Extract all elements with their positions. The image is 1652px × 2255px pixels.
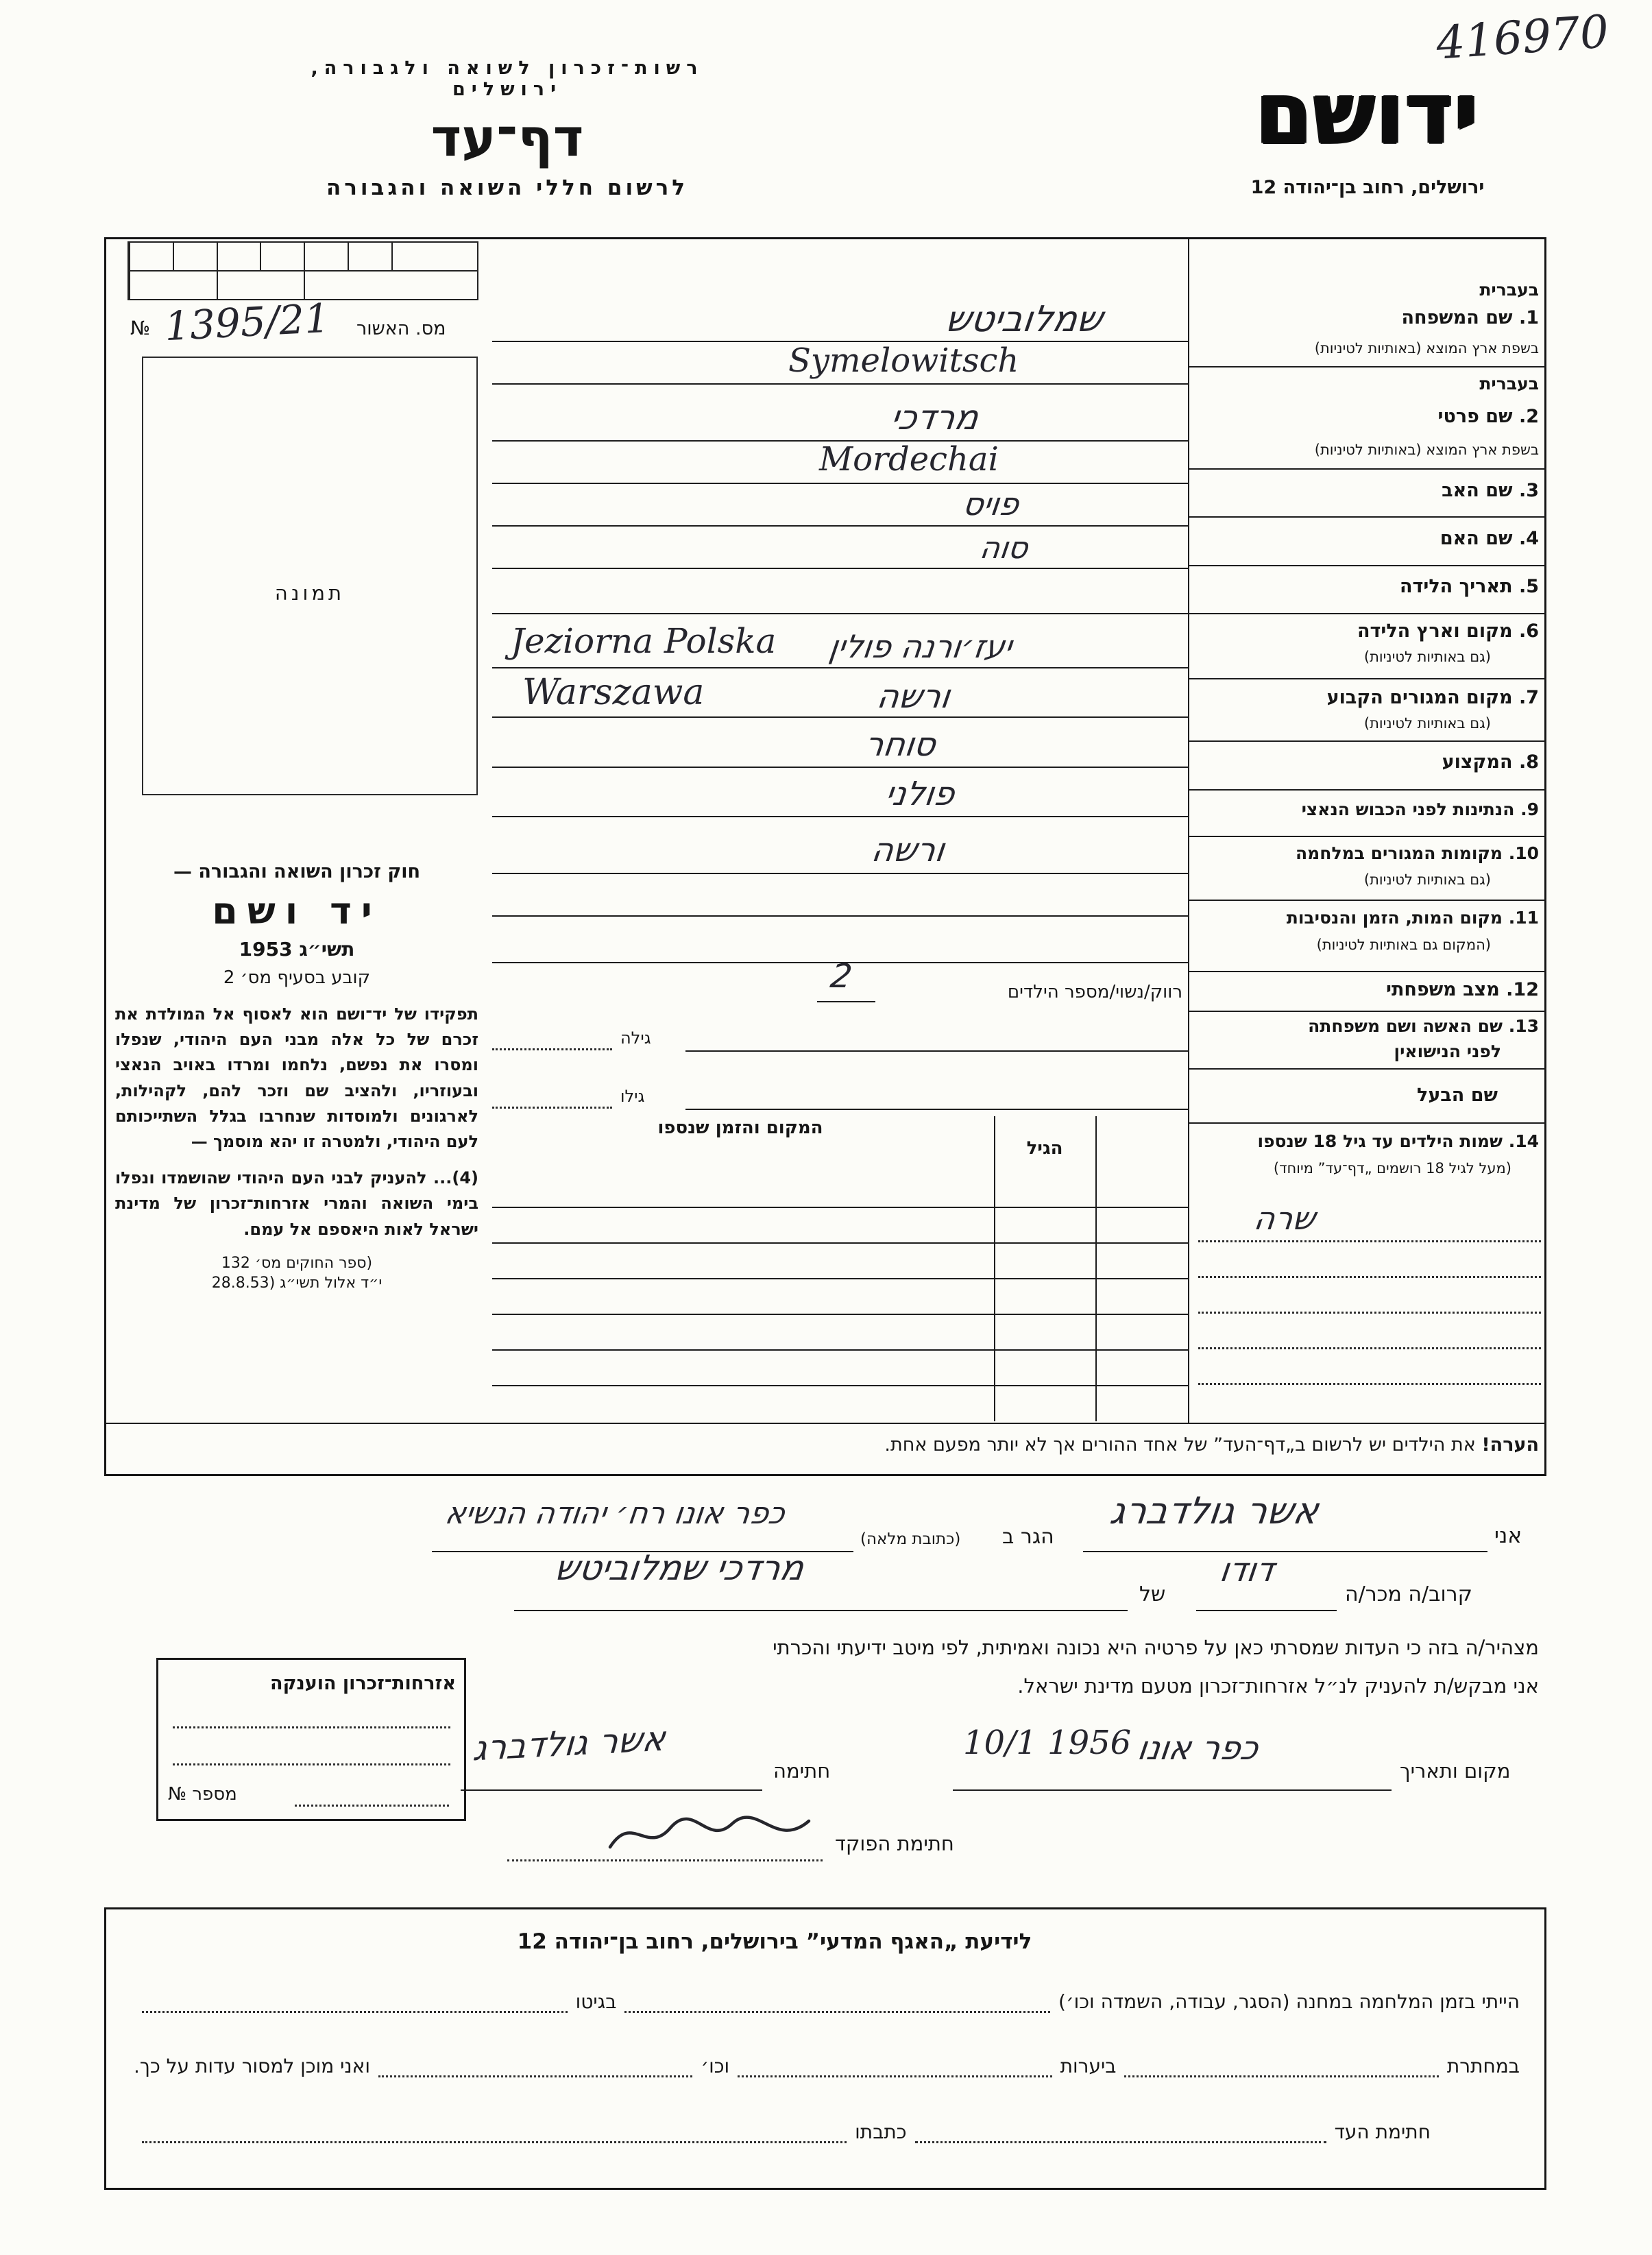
clerk-signature-dotted-line bbox=[507, 1859, 823, 1861]
entry-citizenship: פולני bbox=[883, 775, 958, 813]
field6-label bbox=[1196, 620, 1539, 642]
row-separator bbox=[1189, 565, 1546, 566]
field5-label bbox=[1196, 576, 1539, 598]
write-in-line bbox=[492, 716, 1188, 718]
field13-label-line2: לפני הנישואין bbox=[1394, 1041, 1501, 1061]
children-table-vline bbox=[1095, 1116, 1097, 1421]
relation-value-handwritten: דודו bbox=[1217, 1551, 1277, 1589]
ghetto-label: בגיטו bbox=[575, 1990, 617, 2013]
scientific-dept-title: לידיעת „האגף המדעי” בירושלים, רחוב בן־יהודה 12 bbox=[517, 1929, 1032, 1954]
form-title: דף־עד bbox=[430, 107, 584, 168]
row-separator bbox=[1189, 516, 1546, 518]
write-in-line bbox=[492, 873, 1188, 874]
relation-label: קרוב/ה מכר/ה bbox=[1345, 1582, 1472, 1606]
approval-number-sign: № bbox=[130, 317, 151, 339]
field2-label-text: שם פרטי bbox=[1437, 406, 1513, 427]
field14-label bbox=[1196, 1131, 1539, 1152]
field10-label bbox=[1196, 843, 1539, 864]
entry-residence-latin: Warszawa bbox=[522, 672, 705, 713]
write-in-line bbox=[492, 816, 1188, 817]
children-row-line bbox=[492, 1242, 1188, 1244]
memorial-citizenship-title: אזרחות־זכרון הוענקה bbox=[270, 1673, 456, 1694]
signature-underline bbox=[461, 1789, 762, 1791]
field2-hebrew-label: בעברית bbox=[1479, 374, 1539, 394]
field7-label-text: מקום המגורים הקבוע bbox=[1326, 687, 1513, 708]
his-age-dotted-line bbox=[492, 1107, 612, 1109]
grid-cell bbox=[391, 272, 478, 299]
approval-number-label: מס. האשור bbox=[356, 318, 446, 339]
his-age-label: גילו bbox=[620, 1087, 645, 1106]
entry-family-name-latin: Symelowitsch bbox=[788, 341, 1019, 380]
field14-number: 14. bbox=[1508, 1131, 1539, 1151]
field14-sublabel: (מעל לגיל 18 רושמים „דף־עד” מיוחד) bbox=[1273, 1160, 1511, 1177]
her-age-dotted-line bbox=[492, 1048, 612, 1050]
field3-label-text: שם האב bbox=[1442, 480, 1513, 501]
photo-box bbox=[142, 357, 478, 795]
citizenship-dotted-line bbox=[173, 1763, 450, 1765]
note-separator-line bbox=[106, 1423, 1546, 1424]
row-separator bbox=[1189, 613, 1546, 614]
relation-underline bbox=[1196, 1610, 1337, 1611]
blank-dotted-line bbox=[738, 2073, 1052, 2077]
grid-cell bbox=[173, 243, 217, 270]
entry-father-name: פויס bbox=[960, 485, 1022, 522]
entry-birthplace-latin: Jeziorna Polska bbox=[511, 621, 777, 661]
child-name-dotted-line bbox=[1198, 1312, 1541, 1314]
field13-number: 13. bbox=[1508, 1016, 1539, 1036]
husband-name-label: שם הבעל bbox=[1416, 1085, 1498, 1106]
declaration-i-label: אני bbox=[1494, 1523, 1522, 1548]
write-in-line bbox=[492, 525, 1188, 527]
witness-signature-line bbox=[134, 2109, 1431, 2143]
field13-label bbox=[1196, 1016, 1539, 1037]
row-separator bbox=[1189, 1122, 1546, 1124]
clerk-signature-scribble bbox=[603, 1807, 816, 1862]
field7-number: 7. bbox=[1518, 687, 1539, 708]
blank-dotted-line bbox=[915, 2139, 1326, 2143]
child-name-dotted-line bbox=[1198, 1240, 1541, 1242]
entry-first-name-latin: Mordechai bbox=[819, 440, 999, 479]
authority-title: רשות־זכרון לשואה ולגבורה, ירושלים bbox=[311, 58, 704, 100]
declaration-statement-1: מצהיר/ה בזה כי העדות שמסרתי כאן על פרטיה היא נכונה ואמיתית, לפי מיטב ידיעתי והכרתי bbox=[773, 1636, 1539, 1659]
field11-sublabel: (המקום גם באותיות לטיניות) bbox=[1316, 937, 1491, 953]
yad-vashem-logo: ידושם bbox=[1255, 62, 1480, 164]
write-in-line bbox=[492, 383, 1188, 385]
field1-label-text: שם המשפחה bbox=[1401, 307, 1513, 328]
law-sidebar bbox=[115, 861, 478, 1292]
place-date-label: מקום ותאריך bbox=[1400, 1759, 1511, 1783]
field14-label-text: שמות הילדים עד גיל 18 שנספו bbox=[1257, 1131, 1503, 1151]
field7-label bbox=[1196, 687, 1539, 709]
write-in-line bbox=[492, 483, 1188, 484]
forests-label: ביערות bbox=[1060, 2055, 1117, 2077]
field12-label bbox=[1196, 979, 1539, 1001]
row-separator bbox=[1189, 1068, 1546, 1070]
field1-label bbox=[1196, 307, 1539, 329]
approval-grid-row-2 bbox=[129, 272, 477, 299]
entry-war-residence: ורשה bbox=[869, 831, 947, 869]
children-age-header: הגיל bbox=[1026, 1138, 1063, 1159]
witness-address-label: כתבתו bbox=[855, 2121, 907, 2143]
witness-signature-label: חתימת העד bbox=[1334, 2121, 1431, 2143]
witness-address-handwritten: כפר אונו רח׳ יהודה הנשיא bbox=[443, 1496, 788, 1531]
children-row-line bbox=[492, 1385, 1188, 1386]
date-handwritten: 10/1 1956 bbox=[963, 1724, 1132, 1762]
subject-name-handwritten: מרדכי שמלוביטש bbox=[552, 1548, 807, 1588]
field1-number: 1. bbox=[1518, 307, 1539, 328]
husband-name-line bbox=[685, 1109, 1188, 1110]
field7-sublabel: (גם באותיות לטיניות) bbox=[1363, 715, 1491, 732]
field9-number: 9. bbox=[1520, 799, 1539, 819]
approval-grid-row-1 bbox=[129, 243, 477, 272]
field11-label bbox=[1196, 908, 1539, 928]
grid-cell bbox=[435, 243, 477, 270]
field2-sublabel: בשפת ארץ המוצא (באותיות לטיניות) bbox=[1314, 442, 1539, 458]
field2-number: 2. bbox=[1518, 406, 1539, 427]
form-subtitle: לרשום חללי השואה והגבורה bbox=[326, 176, 689, 200]
field8-label-text: המקצוע bbox=[1442, 751, 1513, 773]
grid-cell bbox=[129, 272, 217, 299]
witness-signature-handwritten: אשר גולדברג bbox=[471, 1718, 668, 1769]
note-text: את הילדים יש לרשום ב„דף־העד” של אחד ההורים אך לא יותר מפעם אחת. bbox=[884, 1434, 1476, 1456]
blank-dotted-line bbox=[624, 2009, 1050, 2013]
entry-children-count: 2 bbox=[828, 957, 855, 996]
handwritten-serial-number: 416970 bbox=[1434, 5, 1611, 70]
children-row-line bbox=[492, 1349, 1188, 1351]
grid-cell bbox=[348, 243, 391, 270]
write-in-line bbox=[492, 915, 1188, 917]
witness-name-underline bbox=[1083, 1551, 1487, 1552]
row-separator bbox=[1189, 366, 1546, 367]
child-name-dotted-line bbox=[1198, 1276, 1541, 1278]
field10-label-text: מקומות המגורים במלחמה bbox=[1296, 843, 1503, 863]
entry-residence-hebrew: ורשה bbox=[875, 677, 953, 716]
approval-grid bbox=[127, 241, 478, 300]
field1-hebrew-label: בעברית bbox=[1479, 280, 1539, 300]
grid-cell bbox=[217, 272, 304, 299]
field8-label bbox=[1196, 751, 1539, 773]
entry-first-name-hebrew: מרדכי bbox=[888, 398, 982, 437]
field13-label-text: שם האשה ושם משפחתה bbox=[1308, 1016, 1503, 1036]
ready-to-testify-label: ואני מוכן למסור עדות על כך. bbox=[134, 2055, 370, 2077]
blank-dotted-line bbox=[142, 2009, 568, 2013]
etc-label: וכו׳ bbox=[701, 2055, 730, 2077]
grid-cell bbox=[304, 243, 348, 270]
field8-number: 8. bbox=[1518, 751, 1539, 773]
grid-cell bbox=[391, 243, 435, 270]
write-in-line bbox=[492, 667, 1188, 668]
signature-label: חתימה bbox=[773, 1759, 831, 1783]
citizenship-number-dotted-line bbox=[295, 1805, 449, 1807]
entry-mother-name: סוה bbox=[977, 531, 1030, 566]
law-org-name: יד ושם bbox=[212, 889, 382, 932]
field12-number: 12. bbox=[1506, 979, 1539, 1000]
witness-name-handwritten: אשר גולדברג bbox=[1107, 1489, 1322, 1532]
entry-birthplace-hebrew: יעז׳ורנה פולין bbox=[827, 628, 1015, 665]
citizenship-number-row bbox=[168, 1784, 237, 1805]
row-separator bbox=[1189, 789, 1546, 791]
row-separator bbox=[1189, 971, 1546, 972]
field4-label-text: שם האם bbox=[1440, 528, 1513, 549]
of-label: של bbox=[1139, 1582, 1166, 1606]
row-separator bbox=[1189, 836, 1546, 837]
entry-child1-name: שרה bbox=[1252, 1200, 1318, 1237]
field9-label bbox=[1196, 799, 1539, 820]
camp-ghetto-line bbox=[134, 1979, 1520, 2013]
write-in-line bbox=[492, 767, 1188, 768]
citizenship-dotted-line bbox=[173, 1726, 450, 1728]
field5-number: 5. bbox=[1518, 576, 1539, 597]
blank-dotted-line bbox=[378, 2073, 692, 2077]
law-body-text: תפקידו של יד־ושם הוא לאסוף אל המולדת את זכרם של כל אלה מבני העם היהודי, שנפלו ומסרו את נפשם, נלחמו ומרדו באויב הנאצי ובעוזריו, ולהציב שם וזכר להם, לקהילות, לארגונים ולמוסדות שנחרבו בגלל השתייכותם לעם היהודי, ולמטרה זו יהא מוסמך — bbox=[115, 1004, 478, 1151]
row-separator bbox=[1189, 900, 1546, 901]
entry-family-name-hebrew: שמלוביטש bbox=[943, 299, 1106, 340]
declaration-statement-2: אני מבקש/ת להעניק לנ״ל אזרחות־זכרון מטעם מדינת ישראל. bbox=[1017, 1674, 1539, 1698]
law-clause: קובע בסעיף מס׳ 2 bbox=[223, 967, 371, 988]
place-date-underline bbox=[953, 1789, 1392, 1791]
grid-cell bbox=[217, 243, 260, 270]
field9-label-text: הנתינות לפני הכבוש הנאצי bbox=[1301, 799, 1515, 819]
blank-dotted-line bbox=[142, 2139, 847, 2143]
field4-label bbox=[1196, 528, 1539, 550]
law-source-line2: י״ד אלול תשי״ג (28.8.53 bbox=[211, 1274, 382, 1292]
child-name-dotted-line bbox=[1198, 1383, 1541, 1385]
labels-divider-line bbox=[1188, 239, 1189, 1423]
citizenship-number-sign: № bbox=[168, 1784, 187, 1805]
underground-forests-line bbox=[134, 2043, 1520, 2077]
citizenship-number-label: מספר bbox=[192, 1784, 237, 1805]
camp-label: הייתי בזמן המלחמה במחנה (הסגר, עבודה, השמדה וכו׳) bbox=[1058, 1990, 1520, 2013]
field6-sublabel: (גם באותיות לטיניות) bbox=[1363, 649, 1491, 665]
grid-cell bbox=[129, 243, 173, 270]
place-handwritten: כפר אונו bbox=[1135, 1729, 1261, 1768]
field10-number: 10. bbox=[1508, 843, 1539, 863]
subject-name-underline bbox=[514, 1610, 1128, 1611]
marital-status-options: רווק/נשוי/מספר הילדים bbox=[1007, 982, 1182, 1002]
row-separator bbox=[1189, 740, 1546, 742]
blank-dotted-line bbox=[1124, 2073, 1438, 2077]
write-in-line bbox=[492, 568, 1188, 569]
field12-label-text: מצב משפחתי bbox=[1386, 979, 1500, 1000]
resides-label: הגר ב bbox=[1002, 1525, 1054, 1549]
photo-label: תמונה bbox=[274, 581, 345, 605]
row-separator bbox=[1189, 468, 1546, 470]
field1-sublabel: בשפת ארץ המוצא (באותיות לטיניות) bbox=[1314, 340, 1539, 357]
law-source-line1: (ספר החוקים מס׳ 132 bbox=[221, 1254, 373, 1272]
law-clause4-text: (4)... להעניק לבני העם היהודי שהושמדו ונפלו בימי השואה והמרי אזרחות־זכרון של מדינת ישראל לאות היאספם אל עמם. bbox=[115, 1168, 478, 1239]
underground-label: במחתרת bbox=[1446, 2055, 1520, 2077]
children-row-line bbox=[492, 1207, 1188, 1208]
row-separator bbox=[1189, 1011, 1546, 1012]
field3-label bbox=[1196, 480, 1539, 502]
children-row-line bbox=[492, 1278, 1188, 1279]
full-address-label: (כתובת מלאה) bbox=[860, 1530, 961, 1548]
children-row-line bbox=[492, 1314, 1188, 1315]
children-table-vline bbox=[994, 1116, 995, 1421]
field11-number: 11. bbox=[1508, 908, 1539, 928]
field10-sublabel: (גם באותיות לטיניות) bbox=[1363, 871, 1491, 888]
field6-label-text: מקום וארץ הלידה bbox=[1357, 620, 1513, 642]
child-name-dotted-line bbox=[1198, 1347, 1541, 1349]
field6-number: 6. bbox=[1518, 620, 1539, 642]
children-place-time-header: המקום והזמן שנספו bbox=[657, 1118, 823, 1138]
children-note bbox=[507, 1434, 1539, 1456]
field4-number: 4. bbox=[1518, 528, 1539, 549]
write-in-line bbox=[492, 613, 1188, 614]
field5-label-text: תאריך הלידה bbox=[1399, 576, 1513, 597]
grid-cell bbox=[260, 243, 304, 270]
law-year: תשי״ג 1953 bbox=[239, 938, 355, 961]
row-separator bbox=[1189, 678, 1546, 679]
entry-profession: סוחר bbox=[862, 725, 938, 764]
law-heading: חוק זכרון השואה והגבורה — bbox=[173, 861, 421, 882]
wife-name-line bbox=[685, 1050, 1188, 1052]
approval-number-value: 1395/21 bbox=[163, 294, 331, 350]
note-label: הערה! bbox=[1481, 1434, 1539, 1456]
field11-label-text: מקום המות, הזמן והנסיבות bbox=[1286, 908, 1503, 928]
field3-number: 3. bbox=[1518, 480, 1539, 501]
children-count-underline bbox=[817, 1001, 875, 1002]
field2-label bbox=[1196, 406, 1539, 428]
clerk-signature-label: חתימת הפוקד bbox=[835, 1832, 954, 1855]
address-line: ירושלים, רחוב בן־יהודה 12 bbox=[1250, 177, 1485, 198]
her-age-label: גילה bbox=[620, 1028, 651, 1048]
